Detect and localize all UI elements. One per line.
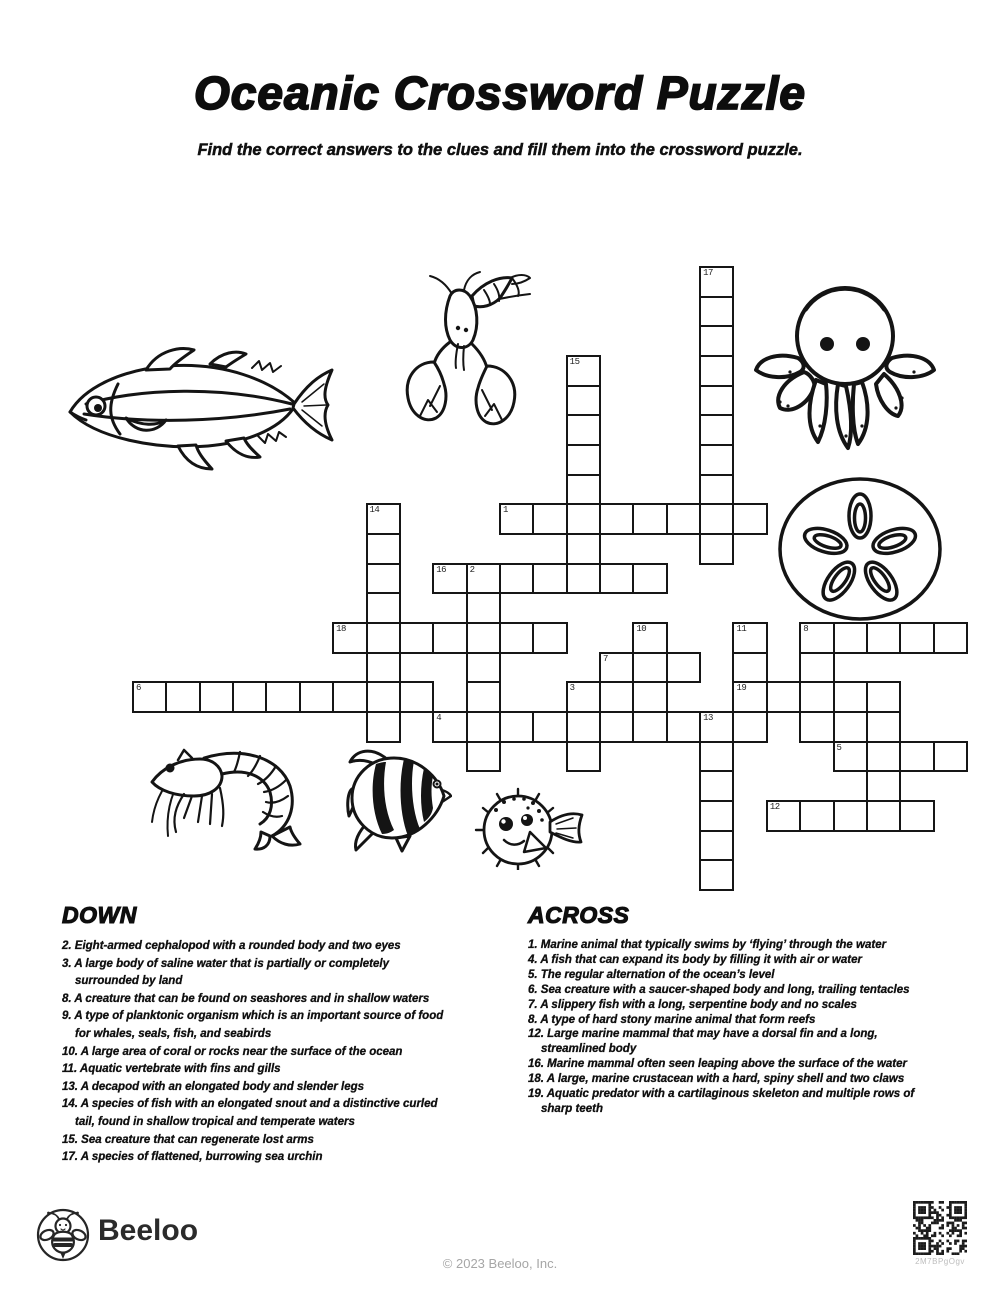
- grid-cell[interactable]: [632, 652, 667, 684]
- grid-cell[interactable]: [332, 622, 367, 654]
- clue: 17. A species of flattened, burrowing sea urchin: [62, 1151, 323, 1164]
- cell-number: 13: [703, 713, 713, 724]
- across-clue-list: [528, 938, 916, 1117]
- cell-number: 6: [136, 683, 141, 694]
- cell-number: 7: [603, 653, 608, 664]
- cell-number: 15: [569, 357, 580, 367]
- grid-cell[interactable]: [866, 711, 901, 743]
- grid-cell[interactable]: [599, 563, 634, 595]
- grid-cell[interactable]: [566, 503, 601, 535]
- grid-cell[interactable]: [566, 681, 601, 713]
- qr-code-icon: [913, 1201, 967, 1255]
- cell-number: 12: [769, 802, 780, 813]
- grid-cell[interactable]: [566, 563, 601, 595]
- clue: 12. Large marine mammal that may have a dorsal fin and a long, streamlined body: [528, 1028, 878, 1056]
- grid-cell[interactable]: [866, 681, 901, 713]
- grid-cell[interactable]: [799, 711, 834, 743]
- grid-cell[interactable]: [899, 800, 934, 832]
- grid-cell[interactable]: [532, 503, 567, 535]
- cell-number: 14: [369, 505, 380, 516]
- grid-cell[interactable]: [366, 652, 401, 684]
- grid-cell[interactable]: [732, 652, 767, 684]
- grid-cell[interactable]: [466, 652, 501, 684]
- grid-cell[interactable]: [799, 652, 834, 684]
- down-clue-list: [62, 938, 454, 1167]
- grid-cell[interactable]: [499, 563, 534, 595]
- grid-cell[interactable]: [566, 444, 601, 476]
- grid-cell[interactable]: [499, 503, 534, 535]
- grid-cell[interactable]: [799, 800, 834, 832]
- clue: 7. A slippery fish with a long, serpentine body and no scales: [528, 998, 857, 1011]
- grid-cell[interactable]: [699, 859, 734, 891]
- cell-number: 8: [803, 624, 809, 635]
- pufferfish-illustration: [470, 786, 592, 870]
- cell-number: 1: [502, 505, 508, 516]
- grid-cell[interactable]: [866, 622, 901, 654]
- grid-cell[interactable]: [666, 503, 701, 535]
- cell-number: 17: [703, 268, 713, 278]
- grid-cell[interactable]: [632, 622, 667, 654]
- grid-cell[interactable]: [699, 533, 734, 565]
- grid-cell[interactable]: [699, 414, 734, 446]
- grid-cell[interactable]: [566, 741, 601, 773]
- grid-cell[interactable]: [265, 681, 300, 713]
- clue: 13. A decapod with an elongated body and slender legs: [62, 1080, 365, 1093]
- grid-cell[interactable]: [532, 563, 567, 595]
- grid-cell[interactable]: [466, 563, 501, 595]
- grid-cell[interactable]: [699, 474, 734, 506]
- grid-cell[interactable]: [699, 711, 734, 743]
- page-title: Oceanic Crossword Puzzle: [194, 67, 806, 119]
- grid-cell[interactable]: [366, 503, 401, 535]
- grid-cell[interactable]: [532, 622, 567, 654]
- grid-cell[interactable]: [132, 681, 167, 713]
- grid-cell[interactable]: [466, 592, 501, 624]
- grid-cell[interactable]: [699, 266, 734, 298]
- beeloo-bee-logo-icon: [36, 1208, 90, 1262]
- grid-cell[interactable]: [366, 592, 401, 624]
- cell-number: 2: [469, 564, 475, 575]
- grid-cell[interactable]: [466, 681, 501, 713]
- grid-cell[interactable]: [432, 622, 467, 654]
- grid-cell[interactable]: [766, 681, 801, 713]
- cell-number: 3: [569, 683, 575, 694]
- clue: 8. A type of hard stony marine animal that form reefs: [528, 1013, 816, 1026]
- grid-cell[interactable]: [799, 622, 834, 654]
- cell-number: 19: [736, 683, 747, 694]
- grid-cell[interactable]: [699, 385, 734, 417]
- grid-cell[interactable]: [699, 355, 734, 387]
- grid-cell[interactable]: [732, 711, 767, 743]
- grid-cell[interactable]: [699, 296, 734, 328]
- grid-cell[interactable]: [566, 385, 601, 417]
- grid-cell[interactable]: [366, 563, 401, 595]
- grid-cell[interactable]: [499, 711, 534, 743]
- across-heading: ACROSS: [528, 902, 630, 928]
- copyright-text: © 2023 Beeloo, Inc.: [442, 1256, 558, 1271]
- grid-cell[interactable]: [866, 770, 901, 802]
- clue: 11. Aquatic vertebrate with fins and gills: [62, 1063, 281, 1076]
- grid-cell[interactable]: [499, 622, 534, 654]
- cell-number: 11: [736, 624, 747, 635]
- grid-cell[interactable]: [866, 800, 901, 832]
- sand-dollar-illustration: [774, 472, 946, 624]
- grid-cell[interactable]: [599, 652, 634, 684]
- grid-cell[interactable]: [699, 800, 734, 832]
- clue: 15. Sea creature that can regenerate lost arms: [62, 1133, 314, 1146]
- clue: 4. A fish that can expand its body by filling it with air or water: [528, 953, 862, 966]
- grid-cell[interactable]: [833, 622, 868, 654]
- grid-cell[interactable]: [566, 355, 601, 387]
- cell-number: 5: [836, 742, 842, 753]
- grid-cell[interactable]: [366, 533, 401, 565]
- brand-name: Beeloo: [98, 1214, 199, 1247]
- grid-cell[interactable]: [299, 681, 334, 713]
- grid-cell[interactable]: [566, 474, 601, 506]
- cell-number: 4: [436, 713, 442, 724]
- qr-caption: 2M7BPgOgv: [915, 1257, 965, 1266]
- grid-cell[interactable]: [432, 563, 467, 595]
- grid-cell[interactable]: [699, 325, 734, 357]
- grid-cell[interactable]: [833, 741, 868, 773]
- angelfish-illustration: [344, 744, 452, 854]
- cell-number: 18: [336, 624, 346, 635]
- lobster-illustration: [392, 266, 532, 436]
- grid-cell[interactable]: [632, 563, 667, 595]
- grid-cell[interactable]: [399, 622, 434, 654]
- clue: 14. A species of fish with an elongated snout and a distinctive curled tail, found in shallow tropical and temperate waters: [62, 1098, 438, 1128]
- grid-cell[interactable]: [866, 741, 901, 773]
- fish-illustration: [62, 342, 337, 477]
- grid-cell[interactable]: [632, 503, 667, 535]
- grid-cell[interactable]: [632, 681, 667, 713]
- grid-cell[interactable]: [699, 503, 734, 535]
- grid-cell[interactable]: [599, 503, 634, 535]
- clue: 16. Marine mammal often seen leaping above the surface of the water: [528, 1058, 907, 1071]
- grid-cell[interactable]: [566, 711, 601, 743]
- grid-cell[interactable]: [833, 800, 868, 832]
- clue: 5. The regular alternation of the ocean’s level: [528, 968, 775, 981]
- clue: 3. A large body of saline water that is partially or completely surrounded by land: [62, 957, 389, 988]
- grid-cell[interactable]: [466, 741, 501, 773]
- grid-cell[interactable]: [666, 711, 701, 743]
- clue: 1. Marine animal that typically swims by ‘flying’ through the water: [528, 939, 887, 951]
- grid-cell[interactable]: [799, 681, 834, 713]
- clue: 9. A type of planktonic organism which is an important source of food for whales, seals, fish, and seabirds: [62, 1010, 444, 1040]
- grid-cell[interactable]: [466, 622, 501, 654]
- grid-cell[interactable]: [699, 830, 734, 862]
- shrimp-illustration: [148, 744, 316, 852]
- clue: 6. Sea creature with a saucer-shaped body and long, trailing tentacles: [528, 983, 910, 996]
- grid-cell[interactable]: [532, 711, 567, 743]
- clue: 2. Eight-armed cephalopod with a rounded body and two eyes: [62, 940, 401, 952]
- grid-cell[interactable]: [566, 533, 601, 565]
- grid-cell[interactable]: [432, 711, 467, 743]
- grid-cell[interactable]: [732, 622, 767, 654]
- grid-cell[interactable]: [699, 741, 734, 773]
- grid-cell[interactable]: [899, 741, 934, 773]
- page-subtitle: Find the correct answers to the clues and fill them into the crossword puzzle.: [197, 141, 803, 159]
- grid-cell[interactable]: [766, 800, 801, 832]
- clue: 10. A large area of coral or rocks near the surface of the ocean: [62, 1045, 403, 1058]
- grid-cell[interactable]: [399, 681, 434, 713]
- grid-cell[interactable]: [666, 652, 701, 684]
- grid-cell[interactable]: [366, 622, 401, 654]
- grid-cell[interactable]: [732, 681, 767, 713]
- grid-cell[interactable]: [566, 414, 601, 446]
- grid-cell[interactable]: [933, 622, 968, 654]
- grid-cell[interactable]: [699, 770, 734, 802]
- grid-cell[interactable]: [632, 711, 667, 743]
- clue: 19. Aquatic predator with a cartilaginous skeleton and multiple rows of sharp teeth: [528, 1088, 915, 1115]
- grid-cell[interactable]: [899, 622, 934, 654]
- cell-number: 10: [636, 624, 647, 635]
- grid-cell[interactable]: [165, 681, 200, 713]
- grid-cell[interactable]: [599, 711, 634, 743]
- grid-cell[interactable]: [332, 681, 367, 713]
- grid-cell[interactable]: [699, 444, 734, 476]
- across-clues-section: [528, 902, 916, 1117]
- octopus-illustration: [750, 276, 940, 466]
- clue: 18. A large, marine crustacean with a hard, spiny shell and two claws: [528, 1073, 905, 1086]
- clue: 8. A creature that can be found on seashores and in shallow waters: [62, 992, 430, 1005]
- grid-cell[interactable]: [466, 711, 501, 743]
- grid-cell[interactable]: [933, 741, 968, 773]
- down-heading: DOWN: [62, 902, 137, 928]
- grid-cell[interactable]: [366, 681, 401, 713]
- grid-cell[interactable]: [366, 711, 401, 743]
- cell-number: 16: [436, 564, 447, 575]
- grid-cell[interactable]: [833, 681, 868, 713]
- grid-cell[interactable]: [232, 681, 267, 713]
- down-clues-section: [62, 902, 454, 1167]
- grid-cell[interactable]: [732, 503, 767, 535]
- grid-cell[interactable]: [199, 681, 234, 713]
